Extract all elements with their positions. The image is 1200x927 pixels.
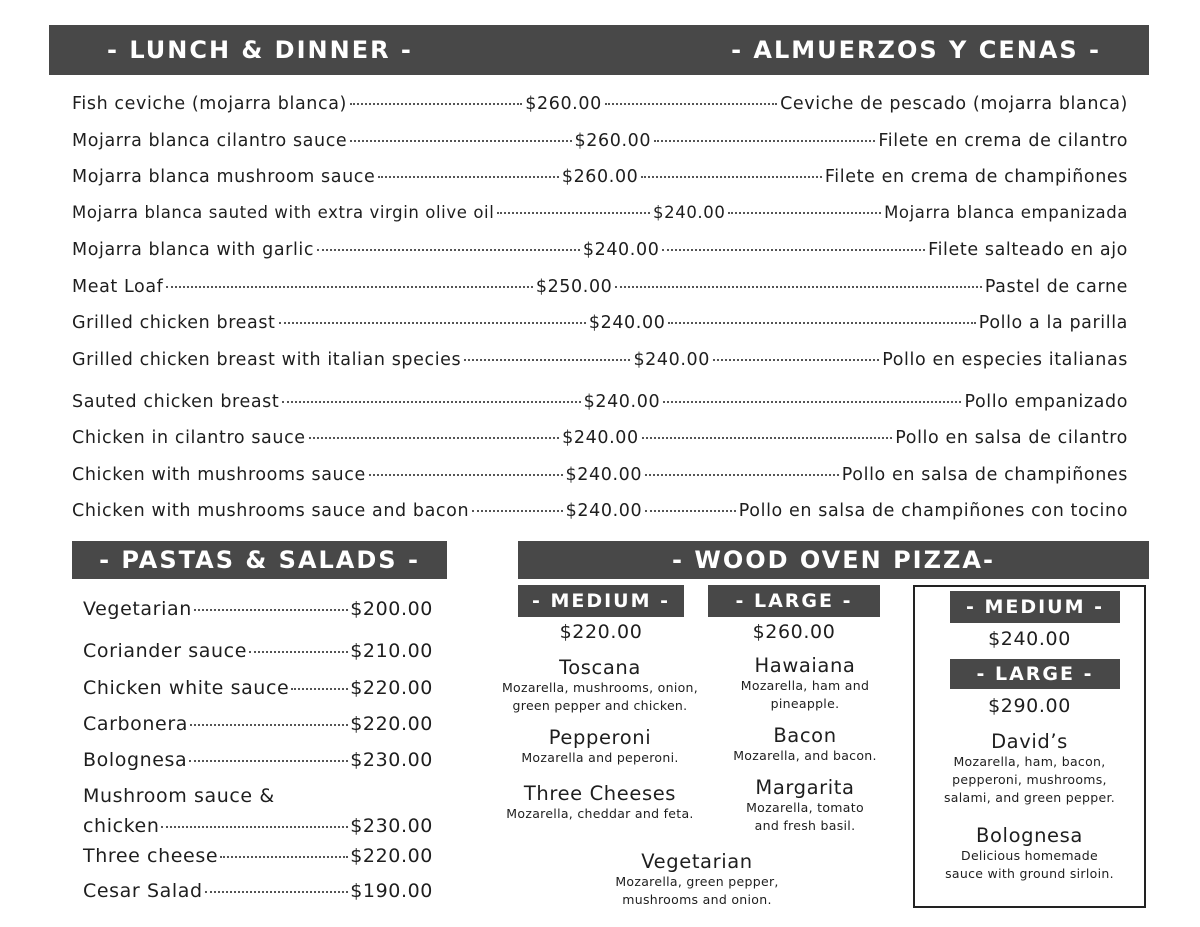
pasta-price: $230.00 bbox=[350, 815, 433, 837]
special-medium-price: $240.00 bbox=[988, 628, 1071, 650]
dish-price: $260.00 bbox=[525, 94, 602, 114]
pizza-item bbox=[700, 724, 910, 765]
pasta-name: Carbonera bbox=[83, 713, 188, 735]
pizza-desc: Mozarella, tomato bbox=[746, 800, 864, 815]
pasta-name: Bolognesa bbox=[83, 749, 188, 771]
dish-name-es: Pollo en especies italianas bbox=[882, 350, 1128, 370]
pasta-menu-row bbox=[83, 880, 433, 902]
pizza-item bbox=[700, 776, 910, 835]
dot-leader bbox=[654, 140, 875, 142]
pizza-name: David’s bbox=[991, 730, 1068, 753]
dot-leader bbox=[645, 510, 736, 512]
medium-label: - MEDIUM - bbox=[518, 585, 684, 617]
pastas-salads-header bbox=[72, 541, 447, 579]
pasta-name: Coriander sauce bbox=[83, 640, 247, 662]
dot-leader bbox=[728, 212, 881, 214]
dish-name-en: Fish ceviche (mojarra blanca) bbox=[72, 94, 347, 114]
dot-leader bbox=[205, 891, 349, 893]
pizza-header bbox=[518, 541, 1149, 579]
pizza-item bbox=[490, 726, 710, 767]
dish-name-es: Pastel de carne bbox=[984, 277, 1129, 297]
pizza-item bbox=[587, 850, 807, 909]
pizza-desc: pepperoni, mushrooms, bbox=[952, 772, 1107, 787]
dish-name-es: Pollo en salsa de cilantro bbox=[895, 428, 1128, 448]
dot-leader bbox=[350, 140, 571, 142]
pizza-desc: Delicious homemade bbox=[961, 848, 1098, 863]
dish-price: $240.00 bbox=[565, 465, 643, 485]
pizza-desc: Mozarella, mushrooms, onion, bbox=[501, 680, 699, 695]
dish-name-es: Pollo a la parilla bbox=[978, 313, 1128, 333]
dot-leader bbox=[194, 609, 348, 611]
dot-leader bbox=[642, 437, 893, 439]
pasta-price: $220.00 bbox=[350, 713, 433, 735]
dot-leader bbox=[713, 359, 879, 361]
pasta-name: Mushroom sauce & bbox=[83, 785, 275, 807]
pizza-desc: Mozarella, ham, bacon, bbox=[953, 754, 1106, 769]
pasta-menu-row bbox=[83, 713, 433, 735]
dish-name-en: Mojarra blanca with garlic bbox=[72, 240, 315, 260]
dot-leader bbox=[615, 286, 981, 288]
dish-name-en: Grilled chicken breast with italian species bbox=[72, 350, 462, 370]
large-price: $260.00 bbox=[752, 621, 836, 643]
dish-name-en: Sauted chicken breast bbox=[72, 392, 280, 412]
pasta-name: Three cheese bbox=[83, 845, 219, 867]
dish-price: $240.00 bbox=[583, 392, 661, 412]
special-large-price: $290.00 bbox=[988, 695, 1071, 717]
dish-name-es: Pollo en salsa de champiñones con tocino bbox=[738, 501, 1128, 521]
dot-leader bbox=[166, 286, 532, 288]
dish-name-es: Filete en crema de champiñones bbox=[824, 167, 1128, 187]
lunch-title-es: - ALMUERZOS Y CENAS - bbox=[731, 36, 1101, 64]
dot-leader bbox=[350, 103, 522, 105]
pasta-menu-row bbox=[83, 749, 433, 771]
special-large-label: - LARGE - bbox=[950, 659, 1120, 689]
pasta-name: Vegetarian bbox=[83, 598, 192, 620]
pizza-desc: mushrooms and onion. bbox=[622, 892, 772, 907]
dish-name-en: Chicken in cilantro sauce bbox=[72, 428, 306, 448]
pasta-price: $190.00 bbox=[350, 880, 433, 902]
pasta-price: $220.00 bbox=[350, 677, 433, 699]
dot-leader bbox=[378, 176, 558, 178]
pizza-desc: Mozarella, cheddar and feta. bbox=[506, 806, 694, 821]
medium-price: $220.00 bbox=[559, 621, 643, 643]
pasta-name-line2: chicken bbox=[83, 815, 160, 837]
dot-leader bbox=[279, 322, 586, 324]
pasta-menu-row bbox=[83, 640, 433, 662]
pasta-price: $220.00 bbox=[350, 845, 433, 867]
pizza-name: Margarita bbox=[755, 776, 855, 799]
dish-price: $240.00 bbox=[633, 350, 711, 370]
lunch-menu-row bbox=[72, 240, 1128, 260]
pasta-price: $230.00 bbox=[350, 749, 433, 771]
pizza-name: Bacon bbox=[773, 724, 837, 747]
pizza-desc: and fresh basil. bbox=[754, 818, 856, 833]
dish-price: $260.00 bbox=[574, 131, 652, 151]
lunch-menu-row bbox=[72, 428, 1128, 448]
dot-leader bbox=[291, 688, 348, 690]
dish-name-en: Grilled chicken breast bbox=[72, 313, 276, 333]
pizza-name: Hawaiana bbox=[754, 654, 856, 677]
pizza-name: Pepperoni bbox=[548, 726, 652, 749]
dot-leader bbox=[309, 437, 560, 439]
lunch-menu-row bbox=[72, 392, 1128, 412]
pizza-desc: pineapple. bbox=[770, 696, 840, 711]
dot-leader bbox=[668, 322, 975, 324]
pizza-desc: sauce with ground sirloin. bbox=[945, 866, 1114, 881]
lunch-menu-row bbox=[72, 277, 1128, 297]
lunch-menu-row bbox=[72, 167, 1128, 187]
pasta-menu-row bbox=[83, 845, 433, 867]
dot-leader bbox=[220, 856, 348, 858]
pizza-item bbox=[913, 824, 1146, 883]
pizza-name: Vegetarian bbox=[641, 850, 753, 873]
dish-name-es: Filete salteado en ajo bbox=[928, 240, 1128, 260]
dish-name-en: Chicken with mushrooms sauce bbox=[72, 465, 366, 485]
dot-leader bbox=[497, 212, 650, 214]
dish-name-es: Filete en crema de cilantro bbox=[878, 131, 1128, 151]
dish-name-es: Pollo en salsa de champiñones bbox=[841, 465, 1128, 485]
large-label: - LARGE - bbox=[708, 585, 880, 617]
pizza-desc: Mozarella and peperoni. bbox=[521, 750, 679, 765]
pizza-item bbox=[913, 730, 1146, 807]
special-medium-label: - MEDIUM - bbox=[950, 591, 1120, 623]
dot-leader bbox=[662, 249, 925, 251]
lunch-menu-row bbox=[72, 501, 1128, 521]
dish-name-en: Mojarra blanca cilantro sauce bbox=[72, 131, 348, 151]
dot-leader bbox=[282, 401, 580, 403]
dot-leader bbox=[190, 724, 348, 726]
pasta-menu-row bbox=[83, 677, 433, 699]
pasta-menu-row bbox=[83, 598, 433, 620]
dot-leader bbox=[605, 103, 777, 105]
lunch-menu-row bbox=[72, 94, 1128, 114]
lunch-menu-row bbox=[72, 203, 1128, 222]
dot-leader bbox=[317, 249, 580, 251]
dish-price: $240.00 bbox=[582, 240, 660, 260]
dot-leader bbox=[249, 651, 348, 653]
dish-price: $260.00 bbox=[561, 167, 639, 187]
lunch-menu-row bbox=[72, 465, 1128, 485]
dot-leader bbox=[464, 359, 630, 361]
pizza-desc: green pepper and chicken. bbox=[512, 698, 688, 713]
dish-name-es: Pollo empanizado bbox=[964, 392, 1129, 412]
dish-name-en: Meat Loaf bbox=[72, 277, 164, 297]
pizza-item bbox=[490, 656, 710, 715]
dot-leader bbox=[472, 510, 563, 512]
pizza-desc: Mozarella, green pepper, bbox=[615, 874, 779, 889]
pizza-item bbox=[700, 654, 910, 713]
pizza-desc: salami, and green pepper. bbox=[943, 790, 1116, 805]
dot-leader bbox=[189, 760, 348, 762]
dish-price: $240.00 bbox=[588, 313, 666, 333]
lunch-menu-row bbox=[72, 350, 1128, 370]
dish-name-es: Ceviche de pescado (mojarra blanca) bbox=[780, 94, 1128, 114]
pizza-desc: Mozarella, and bacon. bbox=[733, 748, 877, 763]
dish-price: $240.00 bbox=[562, 428, 639, 448]
pastas-title: - PASTAS & SALADS - bbox=[99, 546, 420, 574]
lunch-dinner-header bbox=[49, 25, 1149, 75]
dish-name-en: Chicken with mushrooms sauce and bacon bbox=[72, 501, 470, 521]
dish-name-es: Mojarra blanca empanizada bbox=[884, 203, 1129, 222]
pasta-name: Cesar Salad bbox=[83, 880, 203, 902]
lunch-menu-row bbox=[72, 313, 1128, 333]
lunch-title-en: - LUNCH & DINNER - bbox=[107, 36, 413, 64]
dot-leader bbox=[645, 474, 839, 476]
lunch-menu-row bbox=[72, 131, 1128, 151]
dish-price: $250.00 bbox=[535, 277, 613, 297]
pizza-name: Toscana bbox=[559, 656, 641, 679]
pizza-item bbox=[490, 782, 710, 823]
pasta-menu-row bbox=[83, 785, 433, 837]
dot-leader bbox=[641, 176, 821, 178]
dish-name-en: Mojarra blanca mushroom sauce bbox=[72, 167, 376, 187]
pizza-name: Bolognesa bbox=[976, 824, 1083, 847]
pasta-price: $200.00 bbox=[350, 598, 433, 620]
pizza-title: - WOOD OVEN PIZZA- bbox=[672, 546, 995, 574]
dot-leader bbox=[161, 826, 348, 828]
pizza-name: Three Cheeses bbox=[523, 782, 677, 805]
pizza-desc: Mozarella, ham and bbox=[740, 678, 870, 693]
dot-leader bbox=[663, 401, 961, 403]
dish-name-en: Mojarra blanca sauted with extra virgin olive oil bbox=[72, 203, 495, 222]
pasta-name: Chicken white sauce bbox=[83, 677, 290, 699]
dish-price: $240.00 bbox=[565, 501, 643, 521]
dot-leader bbox=[369, 474, 563, 476]
dish-price: $240.00 bbox=[653, 203, 726, 222]
pasta-price: $210.00 bbox=[350, 640, 433, 662]
